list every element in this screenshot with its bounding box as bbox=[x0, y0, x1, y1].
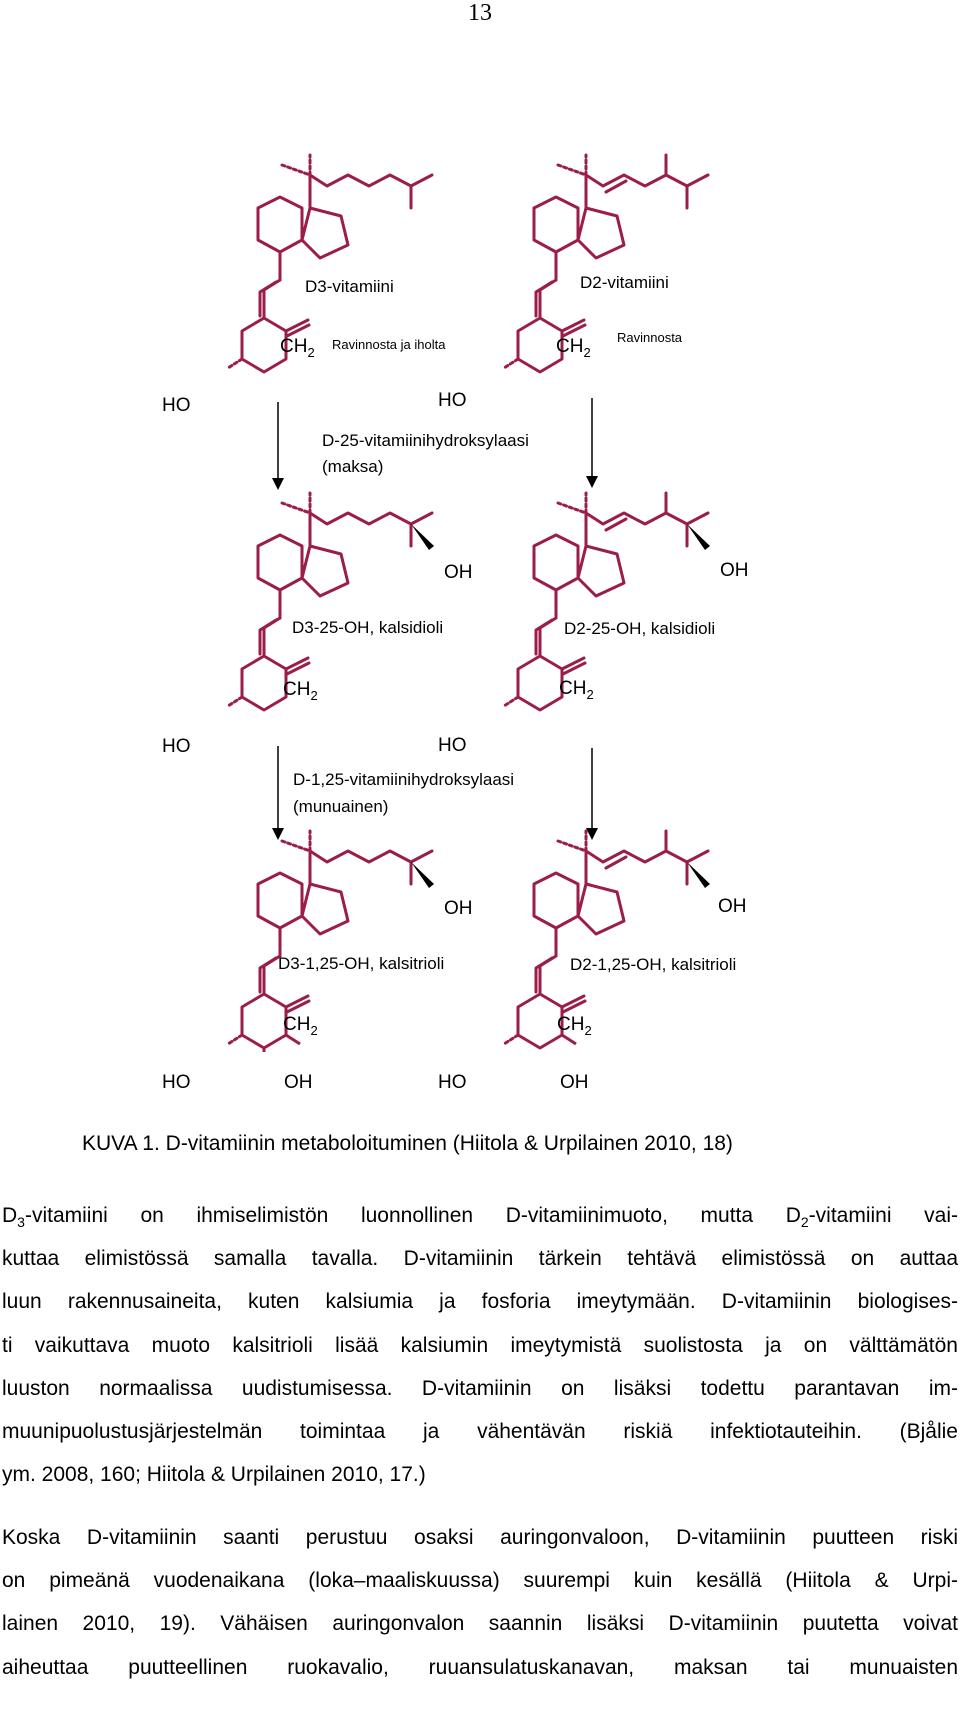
d3-ch2-label: $CH_2$ bbox=[280, 336, 315, 360]
d3-vitamin-label: D3-vitamiini bbox=[305, 277, 394, 296]
paragraph-1-line-5: luuston normaalissa uudistumisessa. D-vitamiinin on lisäksi todettu parantavan im- bbox=[2, 1376, 958, 1400]
d2-calcidiol-ho: HO bbox=[438, 735, 467, 756]
d3-calcidiol-structure bbox=[228, 493, 434, 710]
page-number: 13 bbox=[468, 0, 492, 26]
d3-calcidiol-ho: HO bbox=[162, 736, 191, 757]
d3-calcitriol-oh: OH bbox=[444, 898, 473, 919]
enzyme-1-25-hydroxylase-organ: (munuainen) bbox=[293, 797, 389, 816]
paragraph-2-line-1: Koska D-vitamiinin saanti perustuu osaksi auringonvaloon, D-vitamiinin puutteen riski bbox=[2, 1526, 958, 1549]
d2-calcitriol-structure bbox=[504, 831, 710, 1048]
enzyme-25-hydroxylase-organ: (maksa) bbox=[322, 457, 384, 476]
arrow-d3-to-calcitriol bbox=[272, 746, 284, 840]
d3-calcidiol-oh: OH bbox=[444, 562, 473, 583]
paragraph-1-line-3: luun rakennusaineita, kuten kalsiumia ja fosforia imeytymään. D-vitamiinin biologises- bbox=[2, 1290, 958, 1314]
enzyme-25-hydroxylase-label: D-25-vitamiinihydroksylaasi bbox=[322, 431, 529, 450]
paragraph-1-line-7: ym. 2008, 160; Hiitola & Urpilainen 2010, 17.) bbox=[2, 1463, 426, 1487]
d2-calcitriol-label: D2-1,25-OH, kalsitrioli bbox=[570, 955, 737, 974]
d3-calcitriol-structure bbox=[228, 831, 434, 1052]
d3-calcidiol-ch2: $CH_2$ bbox=[283, 679, 318, 703]
d3-calcitriol-ring-oh: OH bbox=[284, 1072, 313, 1093]
enzyme-1-25-hydroxylase-label: D-1,25-vitamiinihydroksylaasi bbox=[293, 770, 515, 789]
paragraph-1 bbox=[2, 1194, 958, 1496]
arrow-d2-to-calcidiol bbox=[586, 398, 598, 488]
d2-ch2-label: $CH_2$ bbox=[556, 336, 591, 360]
d3-calcitriol-label: D3-1,25-OH, kalsitrioli bbox=[278, 954, 445, 973]
arrow-d2-to-calcitriol bbox=[586, 748, 598, 840]
d3-calcidiol-label: D3-25-OH, kalsidioli bbox=[292, 618, 444, 637]
figure-caption: KUVA 1. D-vitamiinin metaboloituminen (Hiitola & Urpilainen 2010, 18) bbox=[82, 1132, 733, 1155]
paragraph-2-line-2: on pimeänä vuodenaikana (loka–maaliskuussa) suurempi kuin kesällä (Hiitola & Urpi- bbox=[2, 1569, 958, 1593]
paragraph-2 bbox=[2, 1516, 958, 1689]
d3-ho-label: HO bbox=[162, 395, 191, 416]
d2-calcitriol-oh: OH bbox=[718, 896, 747, 917]
d2-calcidiol-oh: OH bbox=[720, 560, 749, 581]
d2-calcidiol-label: D2-25-OH, kalsidioli bbox=[564, 619, 716, 638]
d3-calcitriol-ch2: $CH_2$ bbox=[283, 1014, 318, 1038]
paragraph-1-line-2: kuttaa elimistössä samalla tavalla. D-vitamiinin tärkein tehtävä elimistössä on auttaa bbox=[2, 1247, 958, 1271]
d2-calcitriol-ring-oh: OH bbox=[560, 1072, 589, 1093]
d2-calcitriol-ch2: $CH_2$ bbox=[557, 1014, 592, 1038]
paragraph-2-line-4: aiheuttaa puutteellinen ruokavalio, ruuansulatuskanavan, maksan tai munuaisten bbox=[2, 1655, 958, 1679]
paragraph-2-line-3: lainen 2010, 19). Vähäisen auringonvalon saannin lisäksi D-vitamiinin puutetta voivat bbox=[2, 1612, 958, 1636]
paragraph-1-line-1: $D_3$-vitamiini on ihmiselimistön luonnollinen D-vitamiinimuoto, mutta $D_2$-vitamiini vai- bbox=[2, 1204, 959, 1230]
d3-source-label: Ravinnosta ja iholta bbox=[332, 337, 446, 352]
arrow-d3-to-calcidiol bbox=[272, 402, 284, 490]
d2-calcidiol-ch2: $CH_2$ bbox=[559, 678, 594, 702]
d2-calcitriol-ho: HO bbox=[438, 1072, 467, 1093]
paragraph-1-line-4: ti vaikuttava muoto kalsitrioli lisää kalsiumin imeytymistä suolistosta ja on välttämätön bbox=[2, 1333, 958, 1357]
d2-source-label: Ravinnosta bbox=[617, 330, 683, 345]
d2-calcidiol-structure bbox=[504, 493, 710, 710]
d2-vitamin-label: D2-vitamiini bbox=[580, 273, 669, 292]
paragraph-1-line-6: muunipuolustusjärjestelmän toimintaa ja vähentävän riskiä infektiotauteihin. (Bjålie bbox=[2, 1420, 958, 1444]
d2-ho-label: HO bbox=[438, 390, 467, 411]
d3-calcitriol-ho: HO bbox=[162, 1072, 191, 1093]
